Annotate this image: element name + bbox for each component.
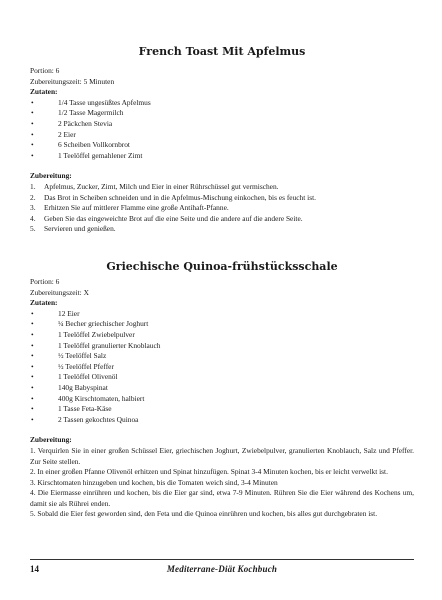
step-number: 5.	[30, 224, 36, 234]
step-text: Erhitzen Sie auf mittlerer Flamme eine große Antihaft-Pfanne.	[44, 203, 229, 213]
ingredient-item: • 400g Kirschtomaten, halbiert	[30, 394, 414, 405]
step-paragraph: 1. Verquirlen Sie in einer großen Schüssel Eier, griechischen Joghurt, Zwiebelpulver, granulierten Knoblauch, Salz und Pfeffer. Zur Seite stellen.	[30, 445, 414, 466]
ingredients-label: Zutaten:	[30, 87, 58, 97]
step-number: 4.	[30, 213, 36, 223]
ingredient-item: • 1/2 Tasse Magermilch	[30, 108, 414, 119]
step-number: 2.	[30, 192, 36, 202]
step-number: 3.	[30, 203, 36, 213]
step-number: 1.	[30, 181, 36, 191]
step-paragraph: 3. Kirschtomaten hinzugeben und kochen, bis die Tomaten weich sind, 3-4 Minuten	[30, 477, 278, 487]
ingredient-item: • 1 Teelöffel gemahlener Zimt	[30, 151, 414, 162]
ingredients-list	[30, 309, 414, 426]
step-text: Das Brot in Scheiben schneiden und in die Apfelmus-Mischung einkochen, bis es feucht ist.	[44, 192, 316, 202]
prep-time: Zubereitungszeit: X	[30, 287, 89, 297]
ingredient-item: • 6 Scheiben Vollkornbrot	[30, 140, 414, 151]
recipe-body	[30, 66, 414, 235]
step-paragraph: 5. Sobald die Eier fest geworden sind, den Feta und die Quinoa einrühren und kochen, bis alles gut durchgebraten ist.	[30, 509, 378, 519]
ingredient-item: • 2 Päckchen Stevia	[30, 119, 414, 130]
ingredients-label: Zutaten:	[30, 298, 58, 308]
ingredient-item: • ½ Teelöffel Pfeffer	[30, 362, 414, 373]
prep-time: Zubereitungszeit: 5 Minuten	[30, 76, 115, 86]
recipe-title: French Toast Mit Apfelmus	[138, 45, 306, 58]
step-item	[30, 193, 414, 204]
ingredient-item: • 1 Teelöffel Olivenöl	[30, 372, 414, 383]
step-item	[30, 182, 414, 193]
step-item	[30, 214, 414, 225]
page-footer	[30, 559, 414, 578]
book-title: Mediterrane-Diät Kochbuch	[166, 564, 278, 574]
ingredients-list	[30, 98, 414, 162]
recipe-title: Griechische Quinoa-frühstücksschale	[106, 260, 338, 273]
step-text: Apfelmus, Zucker, Zimt, Milch und Eier in einer Rührschüssel gut vermischen.	[44, 181, 279, 191]
ingredient-item: • 2 Eier	[30, 130, 414, 141]
ingredient-item: • 1 Teelöffel granulierter Knoblauch	[30, 341, 414, 352]
ingredient-item: • 2 Tassen gekochtes Quinoa	[30, 415, 414, 426]
ingredient-item: • 1 Tasse Feta-Käse	[30, 404, 414, 415]
step-item	[30, 203, 414, 214]
step-text: Servieren und genießen.	[44, 224, 116, 234]
recipe-body	[30, 277, 414, 520]
method-label: Zubereitung:	[30, 435, 72, 445]
ingredient-item: • 1 Teelöffel Zwiebelpulver	[30, 330, 414, 341]
ingredient-item: • ½ Teelöffel Salz	[30, 351, 414, 362]
step-paragraph: 4. Die Eiermasse einrühren und kochen, bis die Eier gar sind, etwa 7-9 Minuten. Rühren Sie die Eier während des Kochens um, damit sie als Rührei enden.	[30, 488, 414, 508]
ingredient-item: • 140g Babyspinat	[30, 383, 414, 394]
step-text: Geben Sie das eingeweichte Brot auf die eine Seite und die andere auf die andere Seite.	[44, 213, 303, 223]
method-label: Zubereitung:	[30, 171, 72, 181]
ingredient-item: • ¼ Becher griechischer Joghurt	[30, 319, 414, 330]
step-paragraph: 2. In einer großen Pfanne Olivenöl erhitzen und Spinat hinzufügen. Spinat 3-4 Minuten kochen, bis er leicht verwelkt ist.	[30, 467, 388, 477]
page-number: 14	[30, 564, 39, 574]
steps-list	[30, 182, 414, 235]
portion: Portion: 6	[30, 66, 60, 75]
step-item	[30, 224, 414, 235]
ingredient-item: • 12 Eier	[30, 309, 414, 320]
portion: Portion: 6	[30, 277, 60, 286]
ingredient-item: • 1/4 Tasse ungesüßtes Apfelmus	[30, 98, 414, 109]
